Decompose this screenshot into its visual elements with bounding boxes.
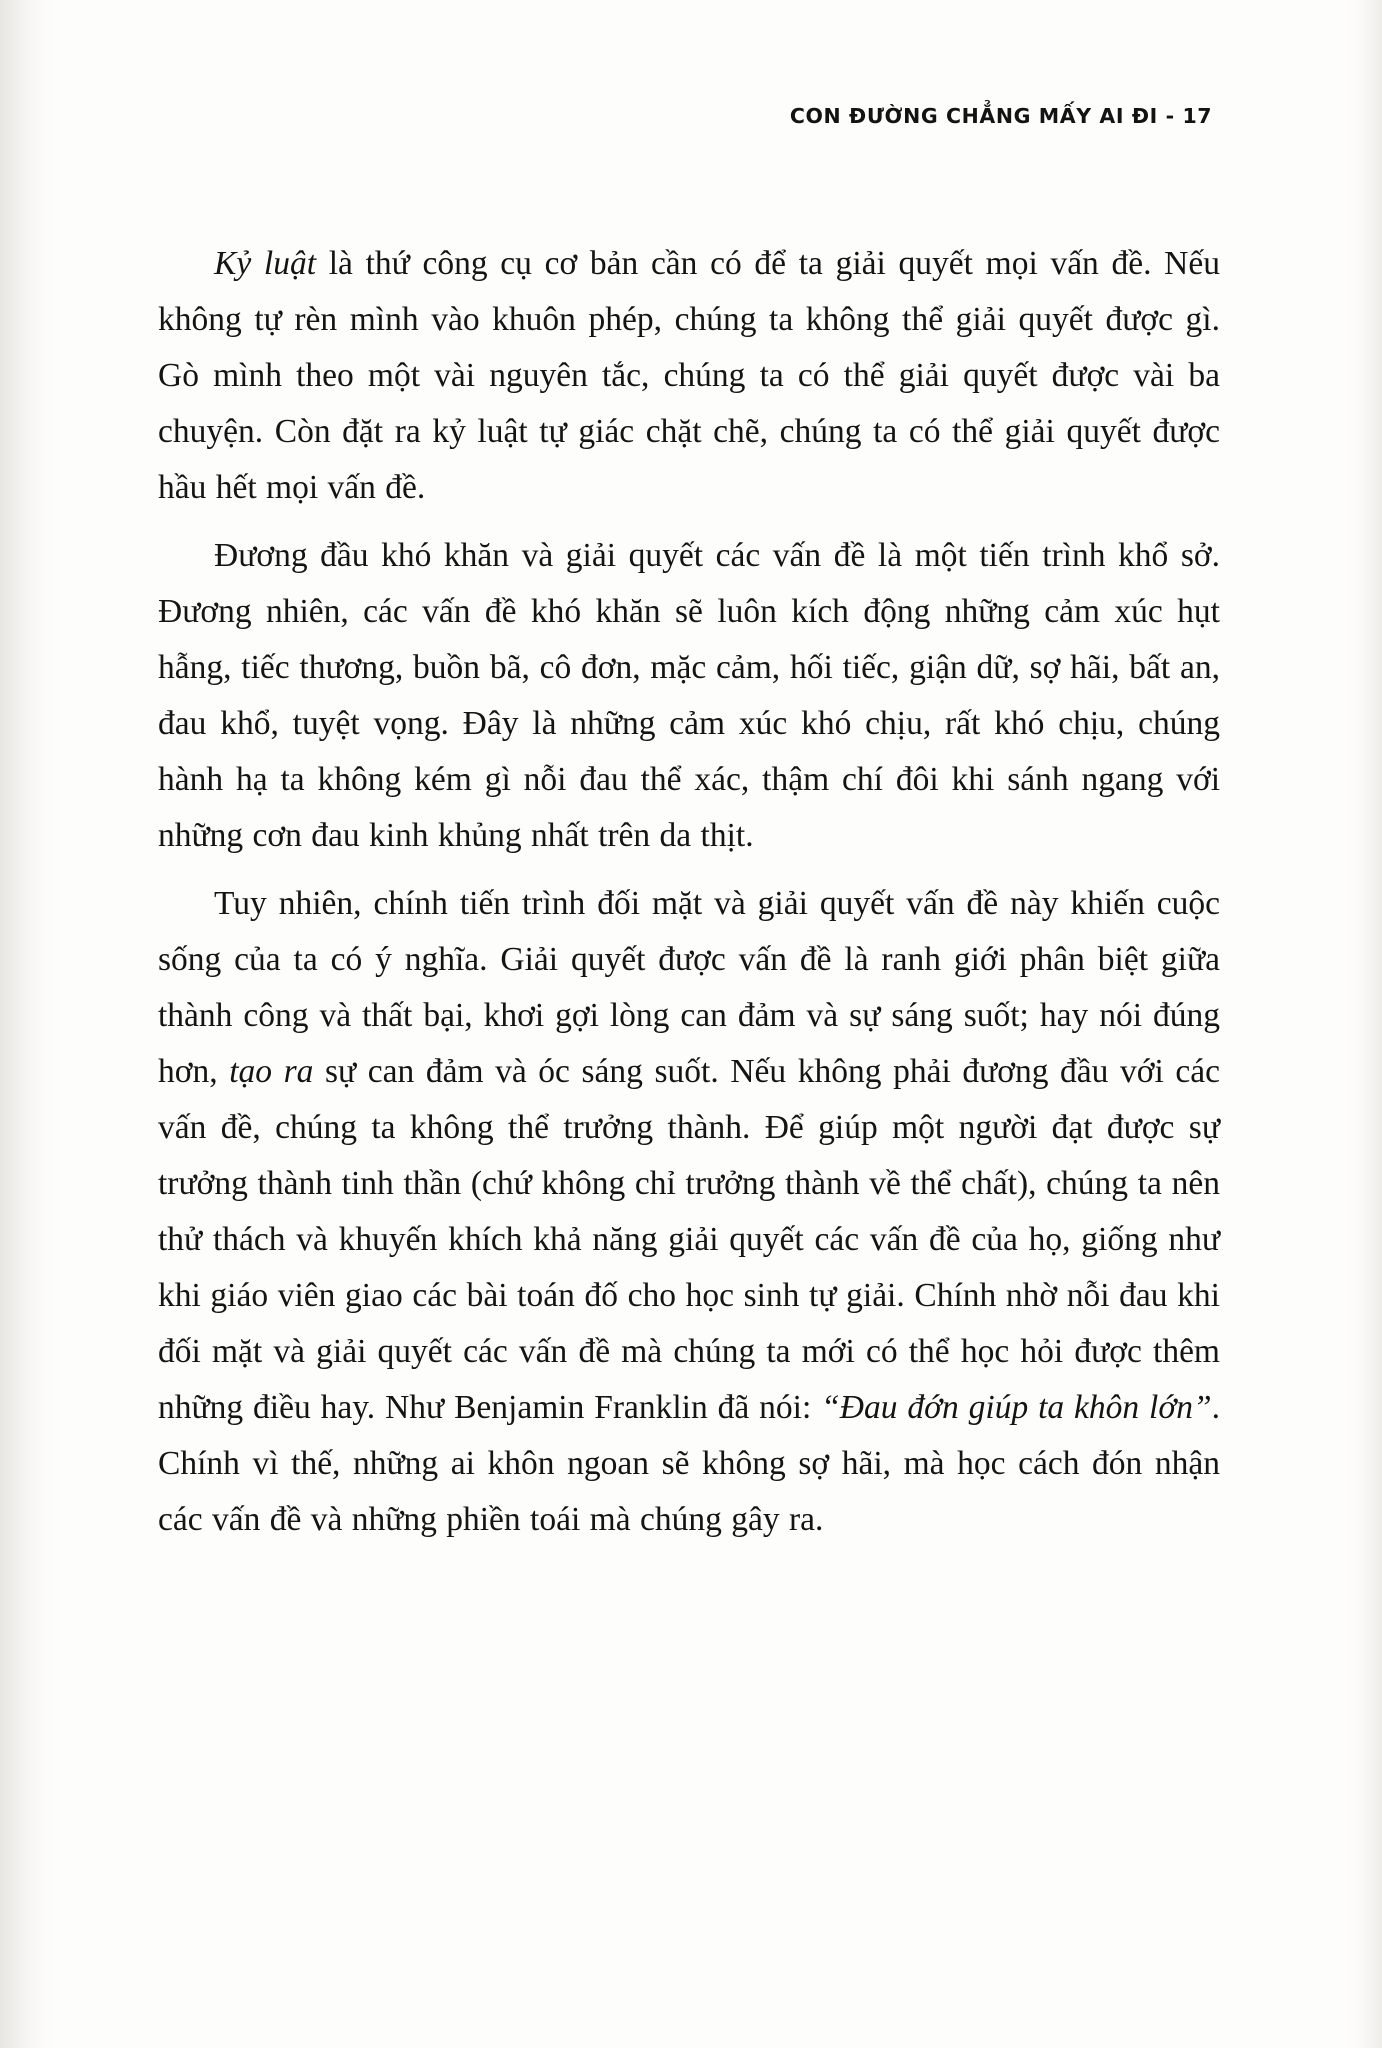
page-number: 17 [1182, 104, 1212, 128]
body-text-run: sự can đảm và óc sáng suốt. Nếu không phải đương đầu với các vấn đề, chúng ta không thể trưởng thành. Để giúp một người đạt được sự trưởng thành tinh thần (chứ không chỉ trưởng thành về thể chất), chúng ta nên thử thách và khuyến khích khả năng giải quyết các vấn đề của họ, giống như khi giáo viên giao các bài toán đố cho học sinh tự giải. Chính nhờ nỗi đau khi đối mặt và giải quyết các vấn đề mà chúng ta mới có thể học hỏi được thêm những điều hay. Như Benjamin Franklin đã nói: [158, 1053, 1220, 1426]
emphasis-text: tạo ra [229, 1053, 314, 1090]
paragraph [158, 236, 1220, 516]
emphasis-text: Kỷ [214, 245, 264, 282]
running-head [790, 104, 1212, 128]
running-head-title: CON ĐƯỜNG CHẲNG MẤY AI ĐI [789, 104, 1158, 128]
paragraph [158, 876, 1220, 1548]
emphasis-text: luật [263, 245, 317, 282]
paragraph [158, 528, 1220, 864]
body-text-run: là thứ công cụ cơ bản cần có để ta giải quyết mọi vấn đề. Nếu không tự rèn mình vào khuôn phép, chúng ta không thể giải quyết được gì. Gò mình theo một vài nguyên tắc, chúng ta có thể giải quyết được vài ba chuyện. Còn đặt ra kỷ luật tự giác chặt chẽ, chúng ta có thể giải quyết được hầu hết mọi vấn đề. [158, 245, 1220, 506]
emphasis-text: “Đau đớn giúp ta khôn lớn” [821, 1389, 1212, 1426]
body-text-run: Đương đầu khó khăn và giải quyết các vấn đề là một tiến trình khổ sở. Đương nhiên, các vấn đề khó khăn sẽ luôn kích động những cảm xúc hụt hẫng, tiếc thương, buồn bã, cô đơn, mặc cảm, hối tiếc, giận dữ, sợ hãi, bất an, đau khổ, tuyệt vọng. Đây là những cảm xúc khó chịu, rất khó chịu, chúng hành hạ ta không kém gì nỗi đau thể xác, thậm chí đôi khi sánh ngang với những cơn đau kinh khủng nhất trên da thịt. [158, 537, 1220, 854]
body-text-run: Tuy nhiên, chính tiến trình đối mặt và giải quyết vấn đề này khiến cuộc sống của ta có ý nghĩa. Giải quyết được vấn đề là ranh giới phân biệt giữa thành công và thất bại, khơi gợi lòng can đảm và sự sáng suốt; hay nói đúng hơn, [158, 885, 1220, 1090]
body-text-run: . Chính vì thế, những ai khôn ngoan sẽ không sợ hãi, mà học cách đón nhận các vấn đề và những phiền toái mà chúng gây ra. [158, 1389, 1220, 1538]
running-head-separator: - [1165, 104, 1175, 128]
body-text [158, 236, 1220, 1548]
